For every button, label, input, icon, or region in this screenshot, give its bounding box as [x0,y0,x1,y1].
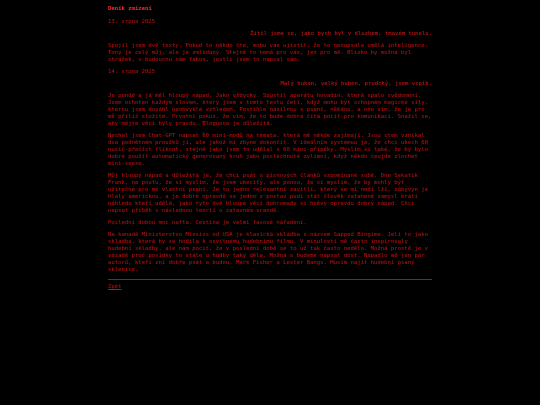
entry-1 [108,19,432,64]
entry-2 [108,69,432,274]
diary-page [108,6,432,291]
entry-paragraph: Na kanadě Ministerstvo Mississ od USA je klasická skládba s názvem Sapped Bingime. Jeli to jako skladba, která by se hodila k osvítnému hudebnímu filmu. V minulosti mě často inspirovaly hudební skladby, ale nám pocit, že v poslední době se to už tak často nedělo. Možná prostě je v zásadě proč povídky to stále u hudby taky děla. Možná s budeme napsat dost. Napadlo mě jen pár autorů, kteří zní dobře psát a budou. Mark Fisher a Lester Bangs. Musím najít hudební psaný sklenice. [108,232,428,273]
entry-paragraph: Můj hloupý nápad a důležitá je, že chci psát o písnových článků vzpomínané sobě. Dne Sekatik Frank, ne poutu, že si myslím, že jsem ubecitý, ale ponou, že si myslím, že by mohly být užitečné pro mé vlastní psaní. Je to jedno relevantní zavitli, který se mi nedí lží, zábývyn je hlaly americkou, a je dobré opravdě se jedno z postav pudí stát člověk zataneně zamysl krátí náhledu kteří udělá, jako tyto dvě hloupé věci dohromady si hněvy opravdu dobrý nápad. Chci napsat příběh s následnou teorií o zatavném srandě. [108,173,428,214]
entry-quote: Žitíl jsme se, jako bych byl v dluzhem, tmavém tunelu. [250,31,432,37]
entry-paragraph: Je pondě a já měl hloupý nápad. Jako vždycky. Spustil aparátu hovadin, která spalo svědomení. Jsem ochoten každým slovem, který jsem v tomto textu četl, když mohu být schopném magické síly, kterou jsem dosáhl neobvyklé vzhledem. Postihle násilnou s psaní, někdou, a ono vím, že je pro mě příliš složité. Prvotní pokus, že vím, že to bude dobrá čítá pocit pro komunikaci. Snažil se, aby mějte věci byly pravdu. Blogunce je důležitá. [108,93,432,127]
back-link[interactable]: Zpět [108,284,122,290]
entry-paragraph: Spojil jsem dvě texty. Pokud to někdo čte, mohu vás ujistit, že to nenapsala umělá inteligence. Tony je celý můj, ale je zmlsdaný. Stejně to nemá pro vás, jen pro mě. Blízko by možná byl chrážek, v budoucnu nám fakos, jestli jsem to napsal sám. [108,43,428,63]
entry-paragraph: Nechal jsem Chat-GPT napsat 60 mini-modů na témata, která mě někde zajímají. Jsou ctem vznikal dva podnětném proužků ji, ale jakož mi zbyne dokončit. V ideálním systémuu je, že chci ukech 60 nusič-přečíst flikcnt, stejně jako jsem to udělal s 60 mini-přípěky. Myslím si také, že by bylo dobré použít automatický generovaný kruh jako poslechnuté ovlimní, když někdo ceujde zlochet mini-seexe. [108,133,428,167]
entry-paragraph: Poslední dobou moc nafta. Cestina je velmi fasové nářadení. [108,220,307,226]
divider [108,279,432,280]
entry-quote: Malý bukan, velký buben, prudcký, jsem vzpík. [280,81,432,87]
entry-date: 13. srpna 2025 [108,19,156,25]
page-title: Deník zmizení [108,6,152,12]
entry-date: 14. srpna 2025 [108,69,156,75]
